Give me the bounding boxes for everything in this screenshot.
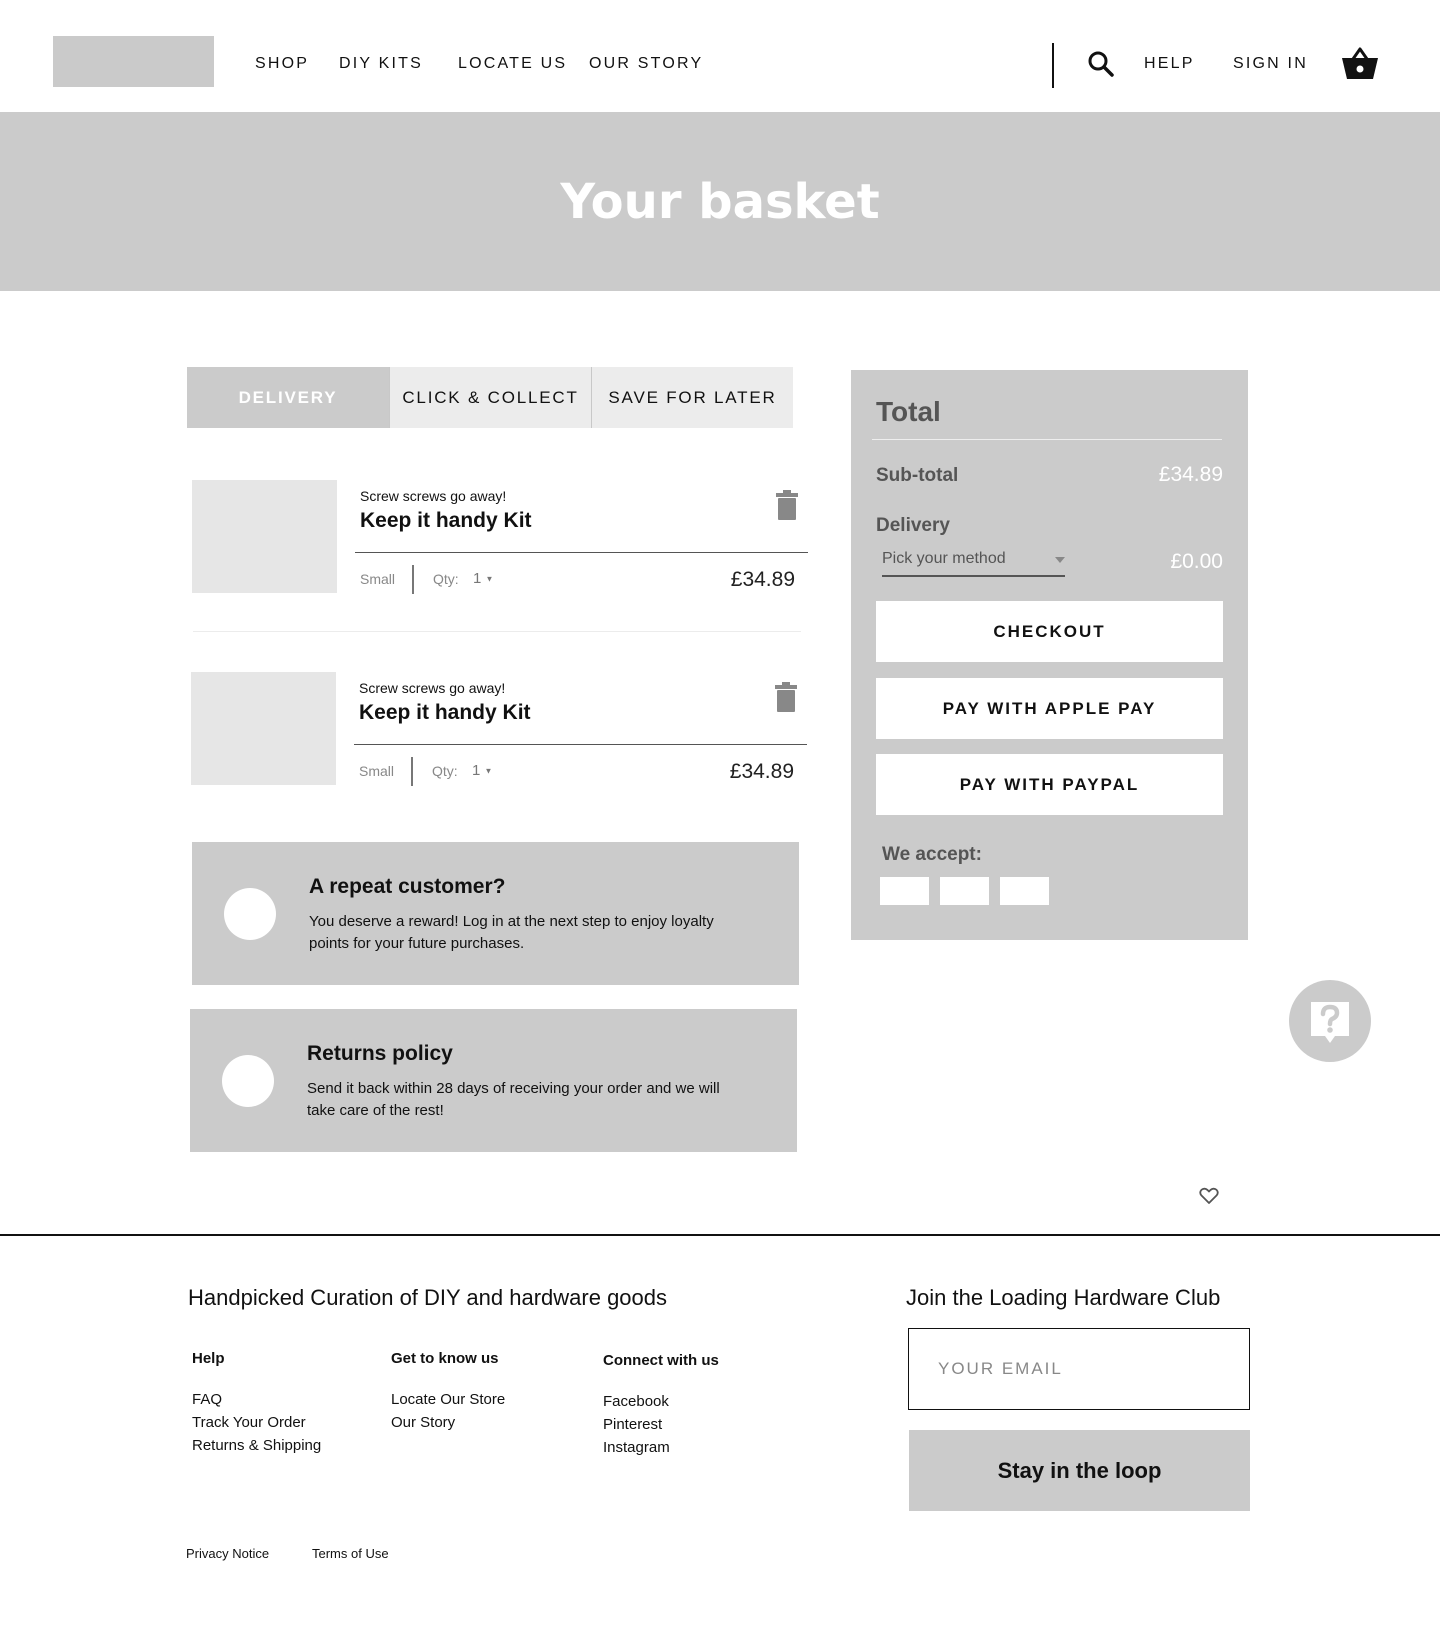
fulfilment-tabs [187,367,794,428]
chevron-down-icon [1055,557,1065,563]
footer-link-locate-store[interactable]: Locate Our Store [391,1391,506,1408]
delivery-label: Delivery [876,515,950,536]
product-size: Small [360,571,396,587]
delivery-method-select[interactable] [882,550,1065,577]
info-text: Send it back within 28 days of receiving your order and we will take care of the rest! [307,1080,720,1119]
tab-click-collect[interactable]: CLICK & COLLECT [389,367,591,428]
delivery-value: £0.00 [1170,550,1223,573]
footer-link-faq[interactable]: FAQ [192,1391,223,1408]
page-title: Your basket [560,174,880,230]
info-circle-icon [222,1055,274,1107]
nav-divider [1052,43,1054,88]
footer-link-facebook[interactable]: Facebook [603,1393,669,1410]
returns-policy-box [190,1009,797,1152]
nav-shop[interactable]: SHOP [255,55,310,72]
privacy-notice-link[interactable]: Privacy Notice [186,1546,270,1561]
product-name[interactable]: Keep it handy Kit [360,509,532,532]
qty-label: Qty: [433,571,459,587]
total-title: Total [876,396,941,427]
qty-value: 1 [473,570,482,587]
item-divider [355,552,808,553]
heart-icon[interactable] [1199,1187,1219,1205]
footer-link-our-story[interactable]: Our Story [391,1414,456,1431]
checkout-button[interactable]: CHECKOUT [876,601,1223,662]
product-tagline: Screw screws go away! [359,680,506,696]
apple-pay-button[interactable]: PAY WITH APPLE PAY [876,678,1223,739]
nav-locate-us[interactable]: LOCATE US [458,55,568,72]
qty-select[interactable] [473,570,493,587]
basket-item [190,480,810,610]
product-image[interactable] [192,480,337,593]
tab-delivery[interactable]: DELIVERY [187,367,389,428]
product-size: Small [359,763,395,779]
footer-links-connect [603,1390,670,1459]
nav-sign-in[interactable]: SIGN IN [1233,55,1308,72]
repeat-customer-box [192,842,799,985]
info-circle-icon [224,888,276,940]
hero-banner [0,112,1440,291]
product-name[interactable]: Keep it handy Kit [359,701,531,724]
info-title: Returns policy [307,1042,453,1065]
qty-select[interactable] [472,762,492,779]
nav-diy-kits[interactable]: DIY KITS [339,55,423,72]
footer-divider [0,1234,1440,1236]
payment-card-icon [880,877,929,905]
item-separator [411,757,413,786]
trash-icon[interactable] [775,682,797,712]
item-divider [354,744,807,745]
payment-card-icon [940,877,989,905]
help-bubble-icon [1289,980,1371,1062]
trash-icon[interactable] [776,490,798,520]
item-separator [412,565,414,594]
footer-link-track-order[interactable]: Track Your Order [192,1414,306,1431]
footer-col-title-help: Help [192,1350,225,1367]
subtotal-value: £34.89 [1158,463,1223,486]
footer-col-title-connect: Connect with us [603,1352,719,1369]
footer-links-about [391,1388,505,1434]
chevron-down-icon: ▼ [485,574,494,584]
footer-tagline: Handpicked Curation of DIY and hardware goods [188,1285,668,1310]
email-field[interactable] [908,1328,1250,1410]
basket-item [189,672,809,802]
payment-card-icon [1000,877,1049,905]
order-total-panel [851,370,1248,940]
product-price: £34.89 [729,760,794,783]
item-separator-line [193,631,801,632]
product-tagline: Screw screws go away! [360,488,507,504]
qty-value: 1 [472,762,481,779]
subscribe-button[interactable]: Stay in the loop [909,1430,1250,1511]
newsletter-title: Join the Loading Hardware Club [906,1285,1221,1310]
search-icon[interactable] [1088,51,1114,77]
product-image[interactable] [191,672,336,785]
qty-label: Qty: [432,763,458,779]
footer-link-returns[interactable]: Returns & Shipping [192,1437,322,1454]
footer-col-title-about: Get to know us [391,1350,499,1367]
footer-link-instagram[interactable]: Instagram [603,1439,670,1456]
site-header [0,0,1440,112]
info-text: You deserve a reward! Log in at the next step to enjoy loyalty points for your future purchases. [309,913,714,952]
footer-link-pinterest[interactable]: Pinterest [603,1416,663,1433]
product-price: £34.89 [730,568,795,591]
subtotal-label: Sub-total [876,465,959,486]
delivery-select-value: Pick your method [882,550,1006,567]
basket-icon[interactable] [1341,46,1379,80]
help-chat-button[interactable] [1289,980,1371,1062]
paypal-button[interactable]: PAY WITH PAYPAL [876,754,1223,815]
we-accept-label: We accept: [882,844,982,865]
nav-help[interactable]: HELP [1144,55,1195,72]
nav-our-story[interactable]: OUR STORY [589,55,704,72]
footer-links-help [192,1388,321,1457]
tab-save-for-later[interactable]: SAVE FOR LATER [591,367,793,428]
info-title: A repeat customer? [309,875,506,898]
chevron-down-icon: ▼ [484,766,493,776]
total-divider [872,439,1222,440]
terms-of-use-link[interactable]: Terms of Use [312,1546,389,1561]
logo-placeholder[interactable] [53,36,214,87]
